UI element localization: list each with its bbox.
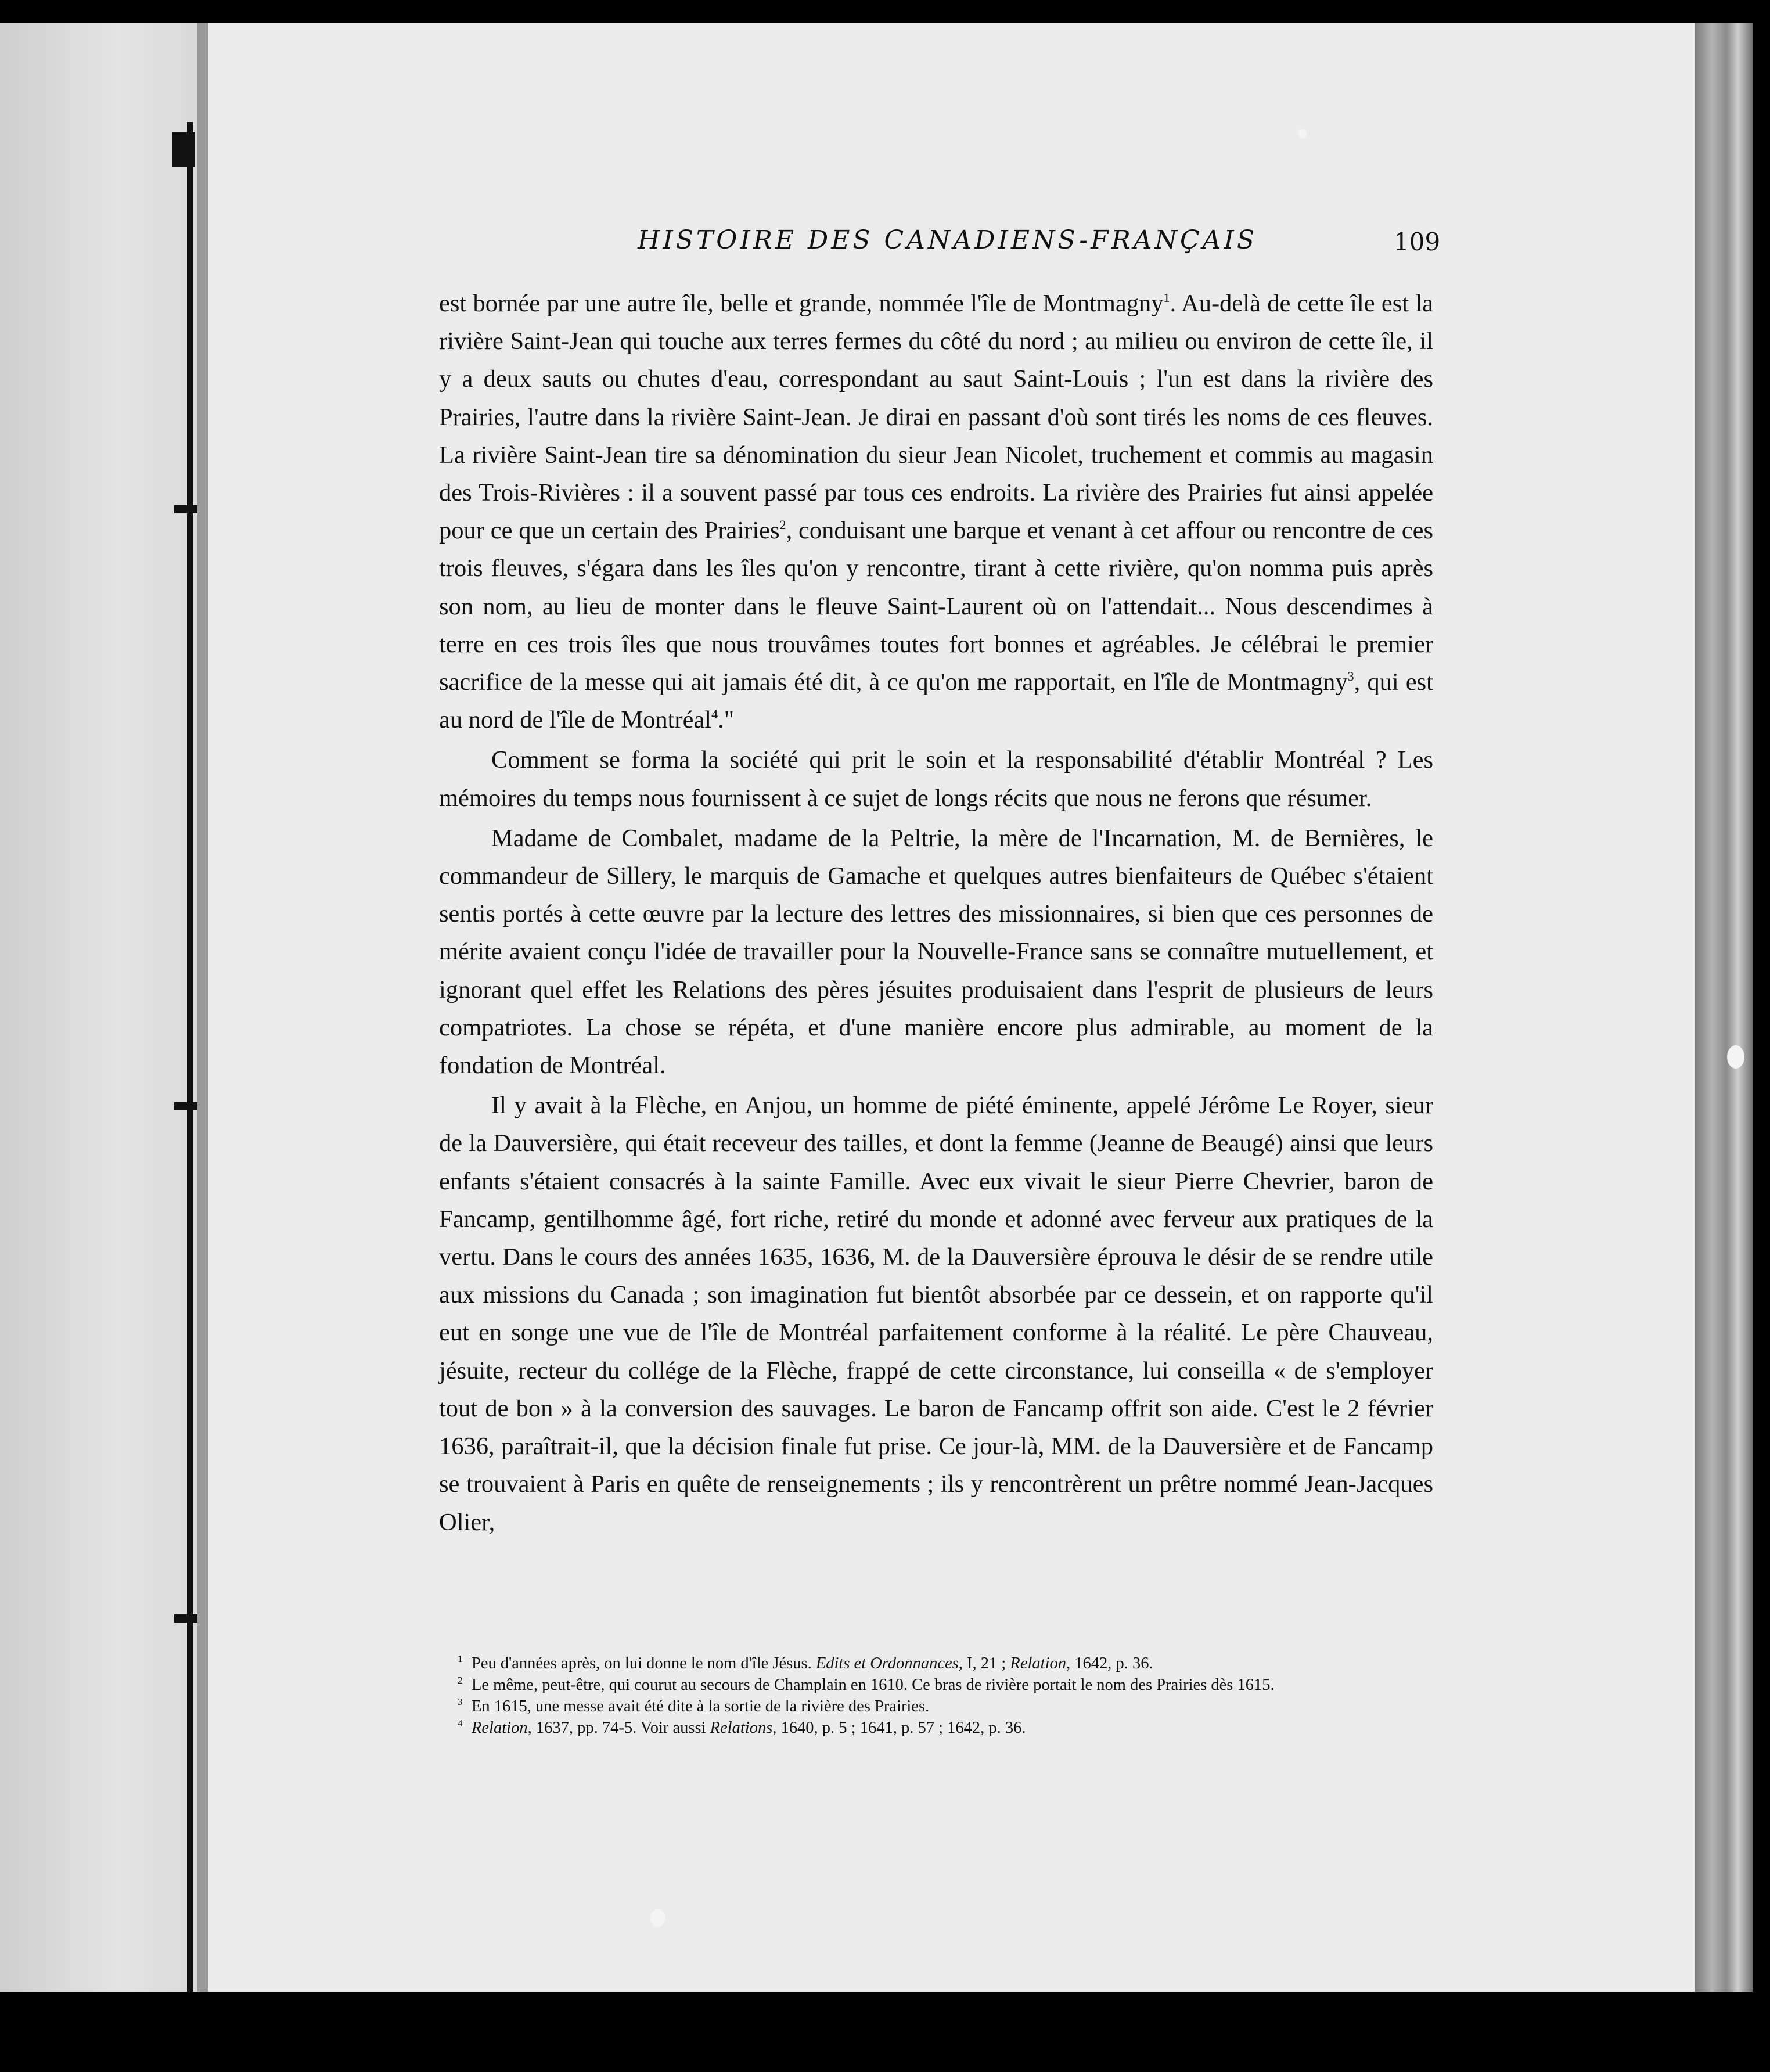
footnote: 2 Le même, peut-être, qui courut au secours de Champlain en 1610. Ce bras de rivière portait le nom des Prairies dès 1615. [458, 1675, 1275, 1694]
binding-line [187, 122, 193, 1992]
binding-mark [174, 1102, 197, 1110]
paragraph: est bornée par une autre île, belle et grande, nommée l'île de Montmagny$^1$. Au-delà de cette île est la rivière Saint-Jean qui touche aux terres fermes du côté du nord ; au milieu ou environ de cette île, il y a deux sauts ou chutes d'eau, correspondant au saut Saint-Louis ; l'un est dans la rivière des Prairies, l'autre dans la rivière Saint-Jean. Je dirai en passant d'où sont tirés les noms de ces fleuves. La rivière Saint-Jean tire sa dénomination du sieur Jean Nicolet, truchement et commis au magasin des Trois-Rivières : il a souvent passé par tous ces endroits. La rivière des Prairies fut ainsi appelée pour ce que un certain des Prairies$^2$, conduisant une barque et venant à cet affour ou rencontre de ces trois fleuves, s'égara dans les îles qu'on y rencontre, tirant à cette rivière, qu'on nomma puis après son nom, au lieu de monter dans le fleuve Saint-Laurent où on l'attendait... Nous descendimes à terre en ces trois îles que nous trouvâmes toutes fort bonnes et agréables. Je célébrai le premier sacrifice de la messe qui ait jamais été dit, à ce qu'on me rapportait, en l'île de Montmagny$^3$, qui est au nord de l'île de Montréal$^4$." [439, 290, 1434, 734]
binding-mark [174, 1614, 197, 1623]
paragraph: Il y avait à la Flèche, en Anjou, un homme de piété éminente, appelé Jérôme Le Royer, sieur de la Dauversière, qui était receveur des tailles, et dont la femme (Jeanne de Beaugé) ainsi que leurs enfants s'étaient consacrés à la sainte Famille. Avec eux vivait le sieur Pierre Chevrier, baron de Fancamp, gentilhomme âgé, fort riche, retiré du monde et adonné avec ferveur aux pratiques de la vertu. Dans le cours des années 1635, 1636, M. de la Dauversière éprouva le désir de se rendre utile aux missions du Canada ; son imagination fut bientôt absorbée par ce dessein, et on rapporte qu'il eut en songe une vue de l'île de Montréal parfaitement conforme à la réalité. Le père Chauveau, jésuite, recteur du collége de la Flèche, frappé de cette circonstance, lui conseilla « de s'employer tout de bon » à la conversion des sauvages. Le baron de Fancamp offrit son aide. C'est le 2 février 1636, paraîtrait-il, que la décision finale fut prise. Ce jour-là, MM. de la Dauversière et de Fancamp se trouvaient à Paris en quête de renseignements ; ils y rencontrèrent un prêtre nommé Jean-Jacques Olier, [439, 1092, 1433, 1536]
paragraph: Madame de Combalet, madame de la Peltrie, la mère de l'Incarnation, M. de Bernières, le commandeur de Sillery, le marquis de Gamache et quelques autres bienfaiteurs de Québec s'étaient sentis portés à cette œuvre par la lecture des lettres des missionnaires, si bien que ces personnes de mérite avaient conçu l'idée de travailler pour la Nouvelle-France sans se connaître mutuellement, et ignorant quel effet les Relations des pères jésuites produisaient dans l'esprit de plusieurs de leurs compatriotes. La chose se répéta, et d'une manière encore plus admirable, au moment de la fondation de Montréal. [439, 824, 1433, 1080]
binding-mark [172, 132, 195, 167]
footnote-ref: 4 [711, 707, 718, 722]
page-gutter [197, 23, 208, 1992]
binding-mark [174, 505, 197, 513]
paragraph: Comment se forma la société qui prit le soin et la responsabilité d'établir Montréal ? Les mémoires du temps nous fournissent à ce sujet de longs récits que nous ne ferons que résumer. [439, 746, 1433, 812]
scan-speck [1727, 1045, 1744, 1069]
body-text [439, 285, 1433, 1541]
left-page-leaf [0, 23, 197, 1992]
scan-speck [650, 1909, 665, 1927]
running-head: HISTOIRE DES CANADIENS-FRANÇAIS [638, 225, 1257, 255]
page-number: 109 [1394, 228, 1441, 256]
footnote: 1 Peu d'années après, on lui donne le nom d'île Jésus. Edits et Ordonnances, I, 21 ; Relation, 1642, p. 36. [458, 1653, 1153, 1672]
footnotes [458, 1653, 1424, 1739]
footnote: 3 En 1615, une messe avait été dite à la sortie de la rivière des Prairies. [458, 1696, 930, 1715]
footnote-ref: 1 [1163, 290, 1170, 305]
footnote: 4 Relation, 1637, pp. 74-5. Voir aussi Relations, 1640, p. 5 ; 1641, p. 57 ; 1642, p. 36. [458, 1718, 1026, 1737]
page-edge-stack [1695, 23, 1753, 1992]
scan-speck [1298, 129, 1307, 138]
footnote-ref: 2 [779, 517, 786, 533]
footnote-ref: 3 [1347, 669, 1354, 684]
